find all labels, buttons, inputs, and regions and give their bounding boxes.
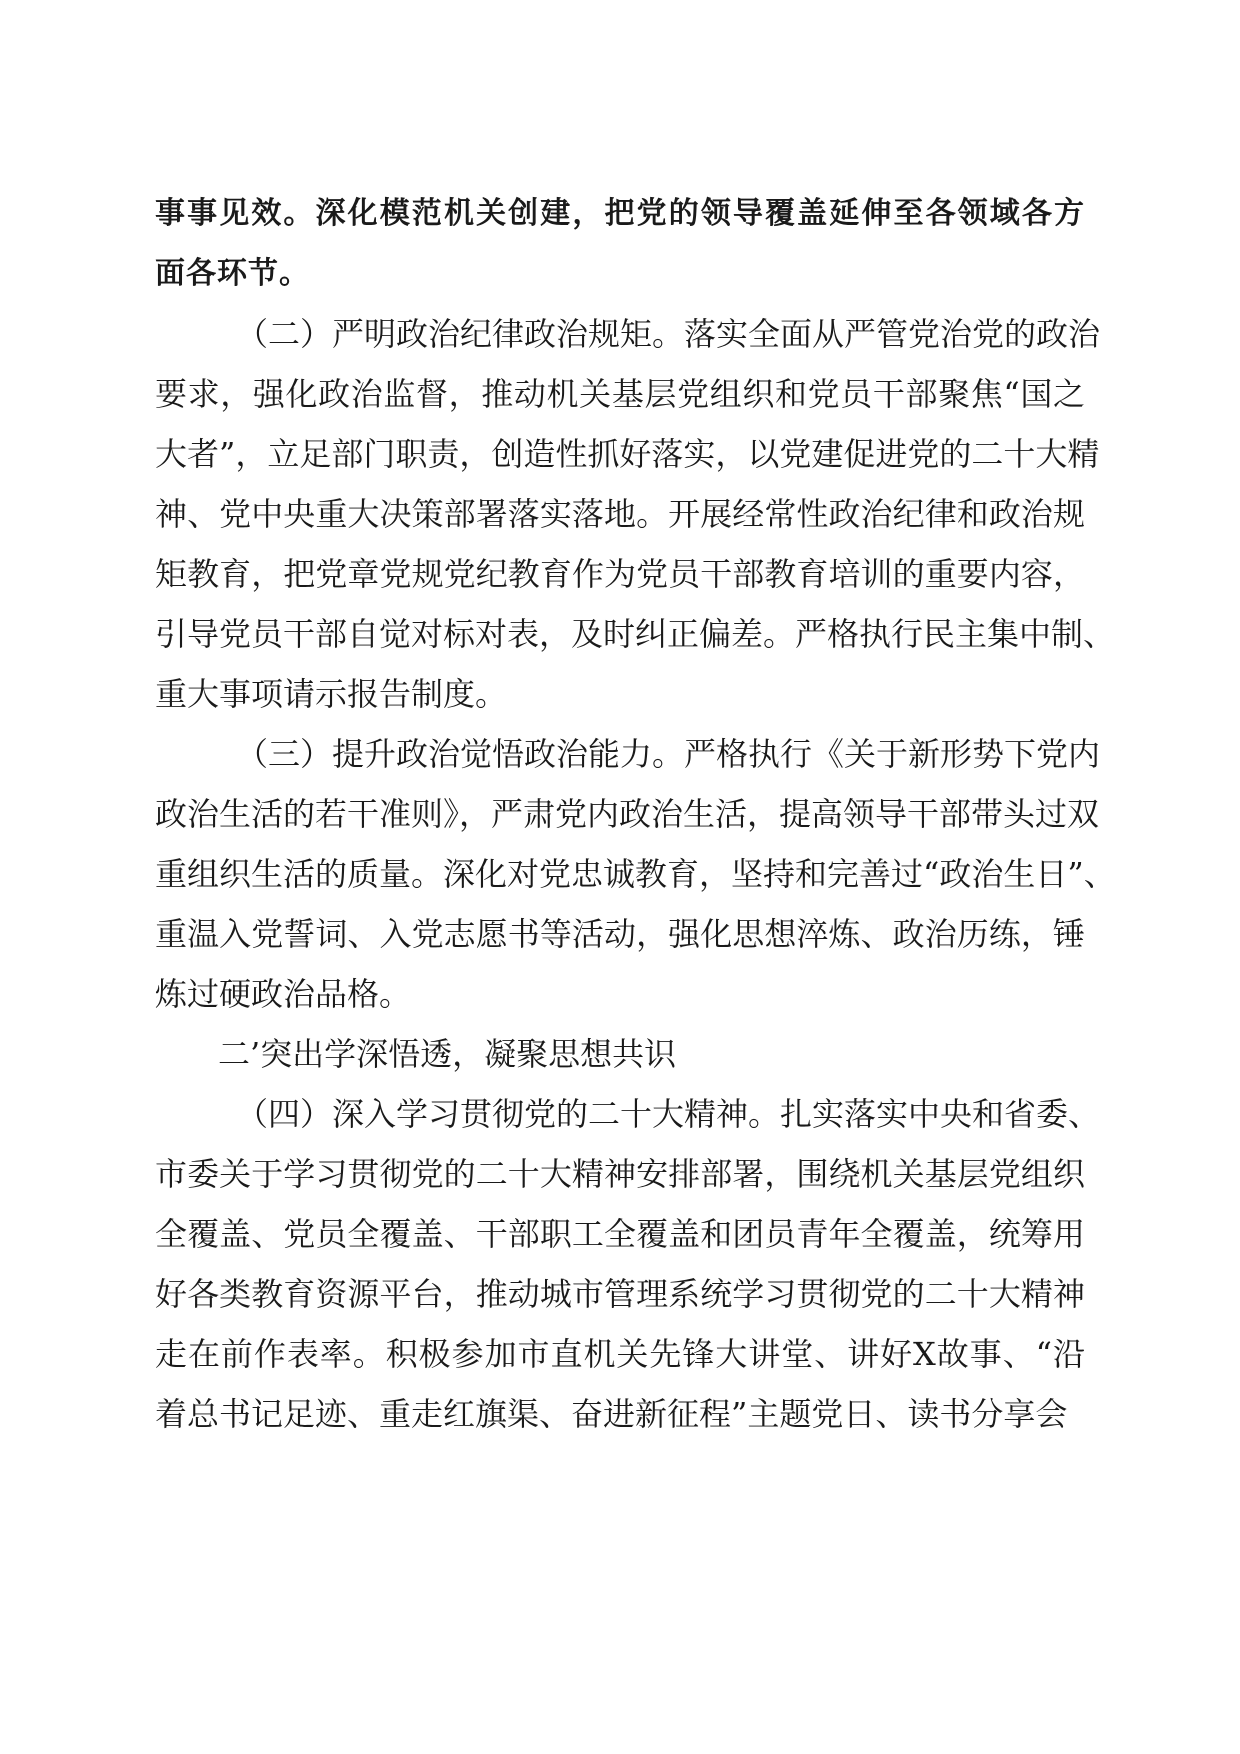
paragraph-line: 重温入党誓词、入党志愿书等活动，强化思想淬炼、政治历练，锤: [155, 915, 1085, 953]
paragraph-line: 重组织生活的质量。深化对党忠诚教育，坚持和完善过“政治生日”、: [155, 855, 1116, 893]
paragraph-line: 炼过硬政治品格。: [155, 975, 412, 1013]
paragraph-line: 政治生活的若干准则》，严肃党内政治生活，提高领导干部带头过双: [155, 795, 1100, 833]
paragraph-line: 矩教育，把党章党规党纪教育作为党员干部教育培训的重要内容，: [155, 555, 1085, 593]
paragraph-line: 市委关于学习贯彻党的二十大精神安排部署，围绕机关基层党组织: [155, 1155, 1085, 1193]
paragraph-line: 事事见效。深化模范机关创建，把党的领导覆盖延伸至各领域各方: [155, 196, 1085, 231]
section-heading: 二’突出学深悟透，凝聚思想共识: [218, 1035, 677, 1073]
paragraph-line: 引导党员干部自觉对标对表，及时纠正偏差。严格执行民主集中制、: [155, 615, 1116, 653]
paragraph-line: 要求，强化政治监督，推动机关基层党组织和党员干部聚焦“国之: [155, 375, 1085, 413]
paragraph-line: 好各类教育资源平台，推动城市管理系统学习贯彻党的二十大精神: [155, 1275, 1085, 1313]
paragraph-line: 重大事项请示报告制度。: [155, 675, 508, 713]
paragraph-line: 全覆盖、党员全覆盖、干部职工全覆盖和团员青年全覆盖，统筹用: [155, 1215, 1085, 1253]
paragraph-line: （三）提升政治觉悟政治能力。严格执行《关于新形势下党内: [236, 735, 1101, 773]
paragraph-line: 神、党中央重大决策部署落实落地。开展经常性政治纪律和政治规: [155, 495, 1085, 533]
paragraph-line: 大者”，立足部门职责，创造性抓好落实，以党建促进党的二十大精: [155, 435, 1100, 473]
paragraph-line: （四）深入学习贯彻党的二十大精神。扎实落实中央和省委、: [236, 1095, 1101, 1133]
paragraph-line: 着总书记足迹、重走红旗渠、奋进新征程”主题党日、读书分享会: [155, 1395, 1068, 1433]
paragraph-line: （二）严明政治纪律政治规矩。落实全面从严管党治党的政治: [236, 315, 1101, 353]
paragraph-line: 面各环节。: [155, 256, 310, 291]
paragraph-line: 走在前作表率。积极参加市直机关先锋大讲堂、讲好X故事、“沿: [155, 1335, 1085, 1373]
